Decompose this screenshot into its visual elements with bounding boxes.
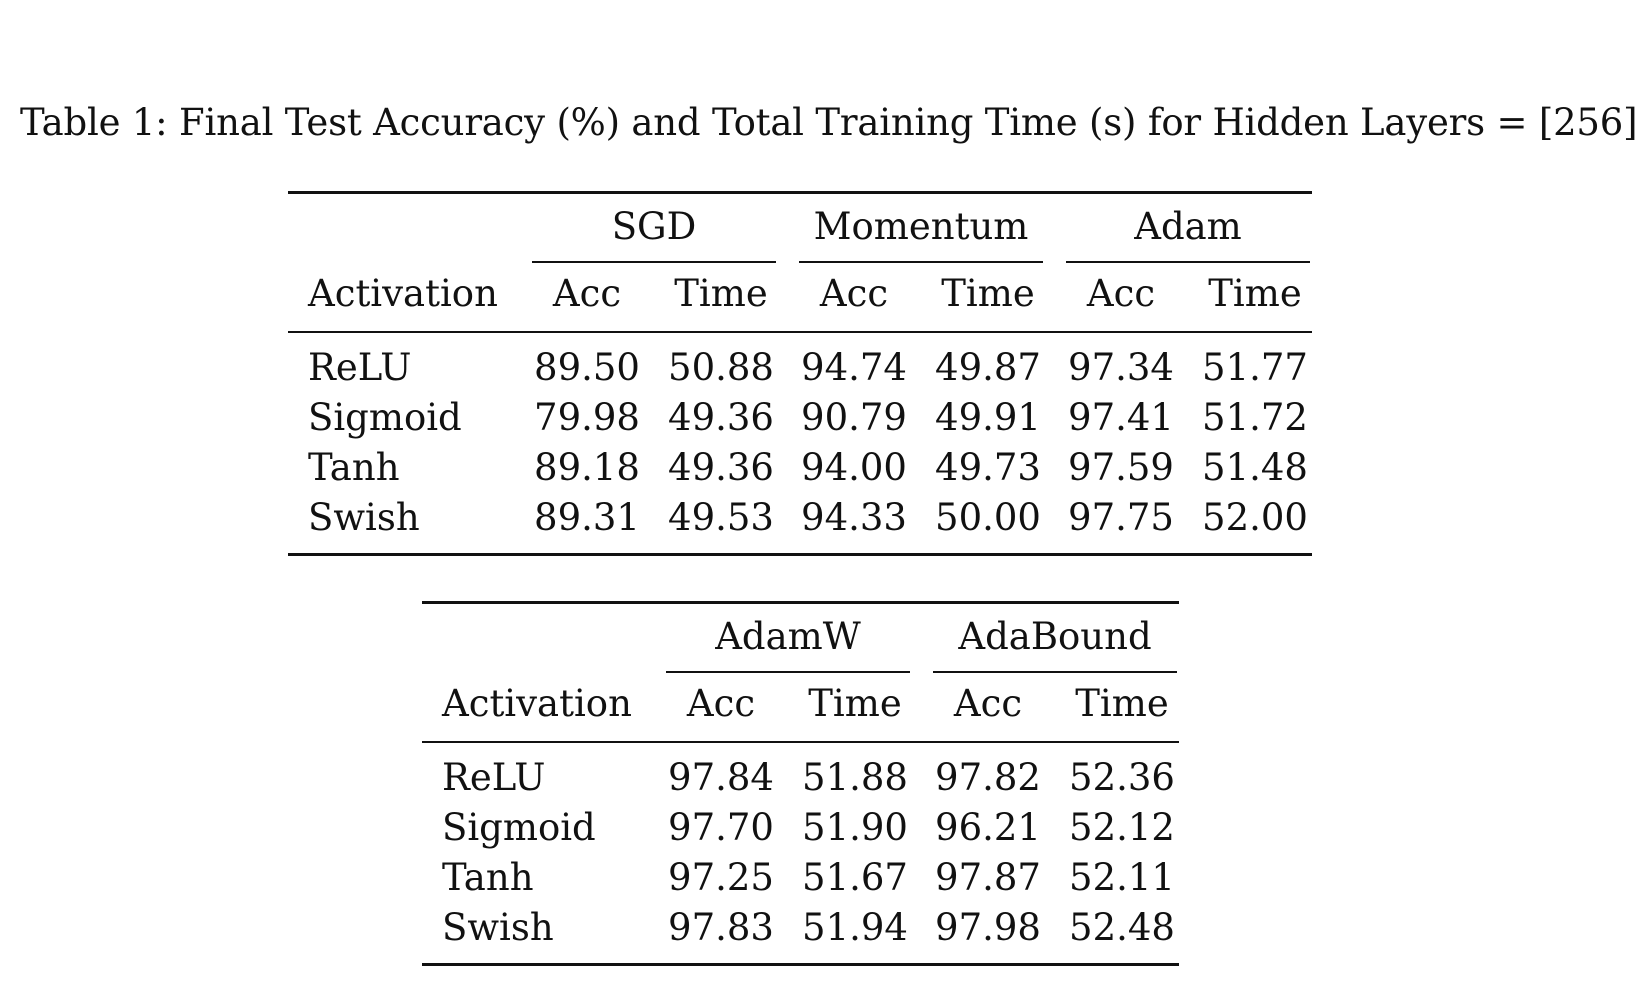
table-cell: 97.41 [1068,396,1174,439]
column-header-acc: Acc [552,272,622,315]
group-header-sgd: SGD [611,205,697,248]
column-header-time: Time [1075,682,1169,725]
table-cell: 89.31 [534,496,640,539]
table-cell: 51.88 [802,756,908,799]
cmidrule-adabound [933,671,1177,673]
table-cell: 94.33 [801,496,907,539]
group-header-adamw: AdamW [715,615,861,658]
table-cell: 97.59 [1068,446,1174,489]
table-cell: 51.48 [1202,446,1308,489]
table-cell: 49.91 [935,396,1041,439]
row-label-tanh: Tanh [308,446,400,489]
table-cell: 97.87 [935,856,1041,899]
cmidrule-sgd [532,261,776,263]
table-cell: 94.00 [801,446,907,489]
row-label-swish: Swish [308,496,420,539]
table-cell: 89.50 [534,346,640,389]
table-cell: 96.21 [935,806,1041,849]
table-cell: 51.67 [802,856,908,899]
column-header-time: Time [808,682,902,725]
mid-rule [288,331,1312,333]
cmidrule-momentum [799,261,1043,263]
column-header-acc: Acc [953,682,1023,725]
column-header-activation: Activation [442,682,632,725]
group-header-adam: Adam [1134,205,1242,248]
table-cell: 50.00 [935,496,1041,539]
results-table-1 [288,191,1312,539]
table-cell: 51.72 [1202,396,1308,439]
row-label-relu: ReLU [308,346,412,389]
table-cell: 52.11 [1069,856,1175,899]
table-cell: 97.98 [935,906,1041,949]
table-cell: 94.74 [801,346,907,389]
table-cell: 49.36 [668,446,774,489]
table-cell: 97.25 [668,856,774,899]
column-header-acc: Acc [1086,272,1156,315]
table-cell: 97.34 [1068,346,1174,389]
row-label-swish: Swish [442,906,554,949]
row-label-sigmoid: Sigmoid [308,396,462,439]
top-rule [288,191,1312,194]
column-header-activation: Activation [308,272,498,315]
column-header-time: Time [674,272,768,315]
cmidrule-adamw [666,671,910,673]
row-label-tanh: Tanh [442,856,534,899]
table-cell: 97.84 [668,756,774,799]
table-cell: 51.77 [1202,346,1308,389]
group-header-adabound: AdaBound [958,615,1152,658]
cmidrule-adam [1066,261,1310,263]
table-cell: 97.83 [668,906,774,949]
row-label-sigmoid: Sigmoid [442,806,596,849]
table-cell: 89.18 [534,446,640,489]
bottom-rule [422,963,1179,966]
table-cell: 51.90 [802,806,908,849]
column-header-time: Time [941,272,1035,315]
table-cell: 49.36 [668,396,774,439]
table-cell: 97.75 [1068,496,1174,539]
table-cell: 79.98 [534,396,640,439]
bottom-rule [288,553,1312,556]
row-label-relu: ReLU [442,756,546,799]
column-header-acc: Acc [819,272,889,315]
table-cell: 49.53 [668,496,774,539]
table-caption: Table 1: Final Test Accuracy (%) and Total Training Time (s) for Hidden Layers = [256] [20,101,1638,144]
table-cell: 52.00 [1202,496,1308,539]
mid-rule [422,741,1179,743]
top-rule [422,601,1179,604]
table-cell: 50.88 [668,346,774,389]
table-cell: 52.36 [1069,756,1175,799]
table-cell: 49.87 [935,346,1041,389]
column-header-acc: Acc [686,682,756,725]
results-table-2 [422,601,1179,949]
table-cell: 97.70 [668,806,774,849]
table-cell: 49.73 [935,446,1041,489]
group-header-momentum: Momentum [813,205,1029,248]
table-cell: 51.94 [802,906,908,949]
table-cell: 52.48 [1069,906,1175,949]
table-cell: 90.79 [801,396,907,439]
table-cell: 52.12 [1069,806,1175,849]
table-cell: 97.82 [935,756,1041,799]
column-header-time: Time [1208,272,1302,315]
